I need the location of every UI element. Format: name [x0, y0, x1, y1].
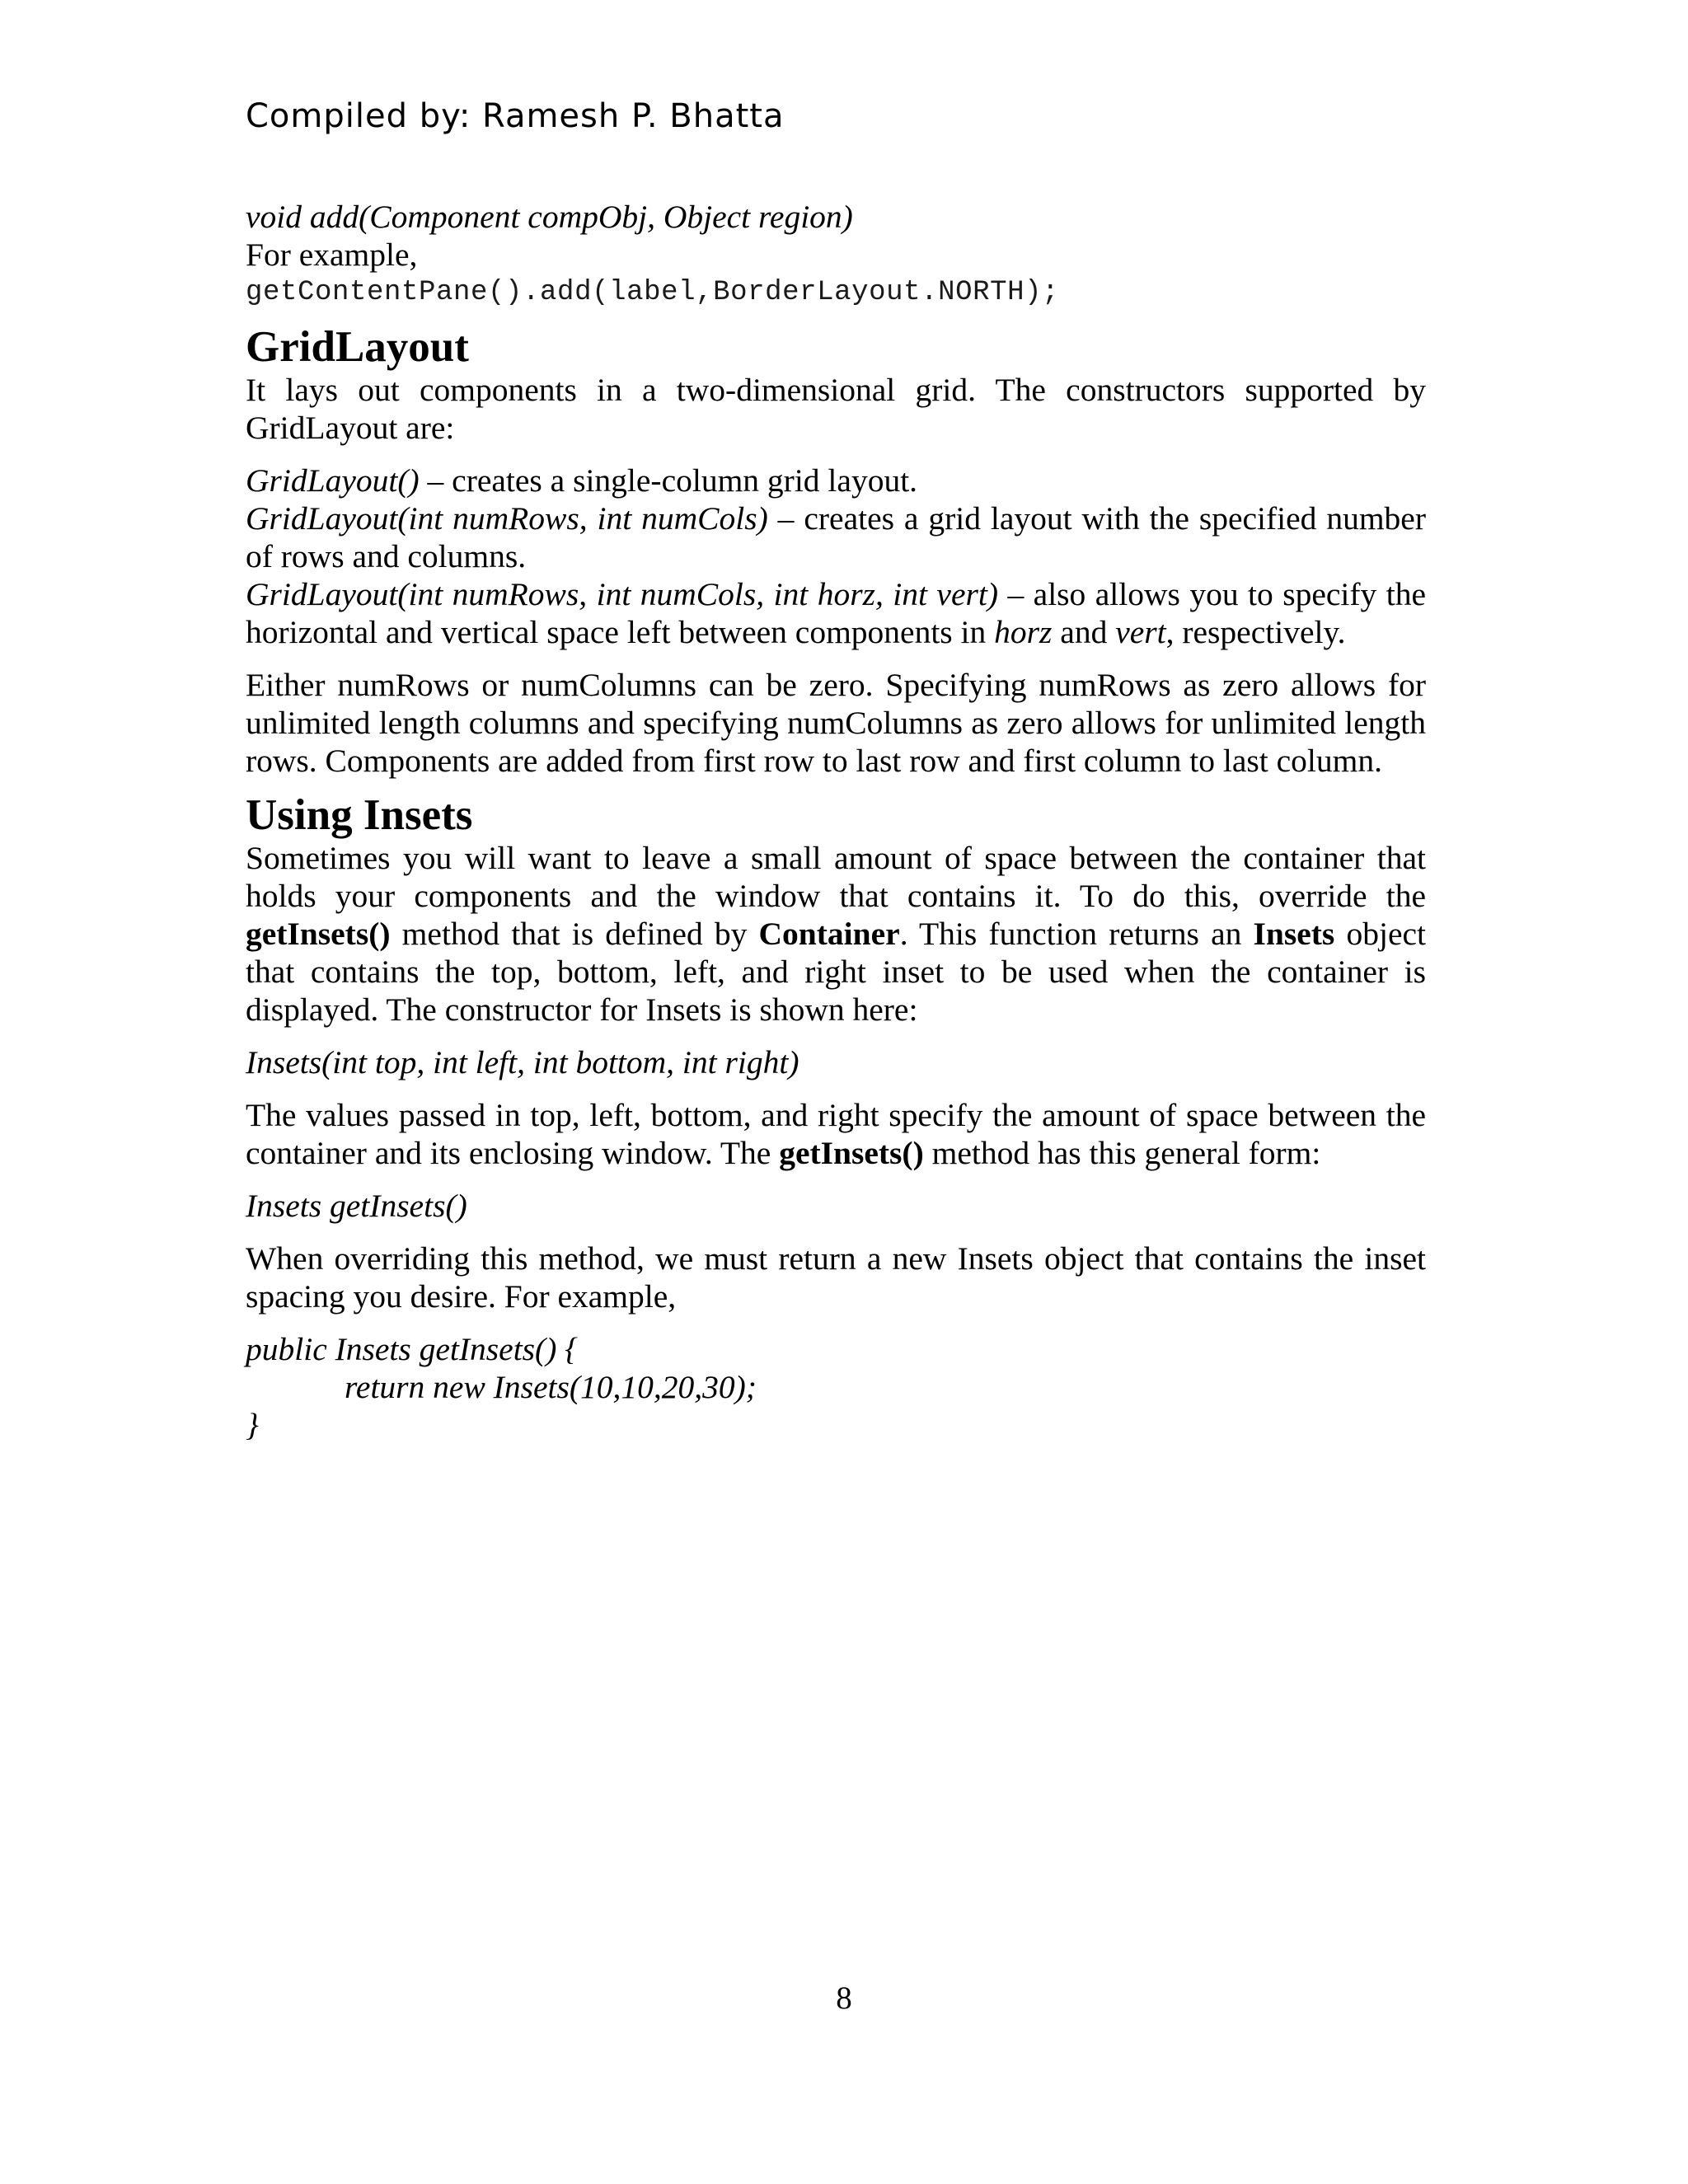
add-method-signature: void add(Component compObj, Object region)	[246, 199, 853, 235]
constructor-signature: GridLayout()	[246, 462, 420, 499]
header-compiled-by: Compiled by: Ramesh P. Bhatta	[246, 97, 785, 135]
text-run: Sometimes you will want to leave a small amount of space between the container that holds your components and the window that contains it. To do this, override the	[246, 840, 1426, 914]
code-example: getContentPane().add(label,BorderLayout.NORTH);	[246, 277, 1060, 308]
and-text: and	[1052, 614, 1116, 650]
getinsets-term: getInsets()	[779, 1135, 924, 1171]
constructor-description: – also allows you to specify the horizontal and vertical space left between components in	[246, 576, 1426, 650]
vert-term: vert	[1115, 614, 1166, 650]
constructor-item	[246, 462, 1426, 499]
text-run: method has this general form:	[923, 1135, 1321, 1171]
insets-constructor-signature: Insets(int top, int left, int bottom, int right)	[246, 1044, 799, 1080]
text-run: . This function returns an	[899, 916, 1254, 952]
code-line: return new Insets(10,10,20,30);	[345, 1369, 757, 1405]
gridlayout-description: It lays out components in a two-dimensional grid. The constructors supported by GridLayout are:	[246, 372, 1426, 446]
gridlayout-note: Either numRows or numColumns can be zero. Specifying numRows as zero allows for unlimited length columns and specifying numColumns as zero allows for unlimited length rows. Components are added from first row to last row and first column to last column.	[246, 667, 1426, 779]
overriding-paragraph: When overriding this method, we must return a new Insets object that contains the inset spacing you desire. For example,	[246, 1240, 1426, 1315]
code-line: }	[246, 1407, 259, 1443]
horz-term: horz	[994, 614, 1053, 650]
heading-using-insets: Using Insets	[246, 791, 473, 839]
constructor-item	[246, 499, 1426, 575]
constructor-description: – creates a single-column grid layout.	[419, 462, 918, 499]
constructor-item	[246, 575, 1426, 651]
constructor-signature: GridLayout(int numRows, int numCols)	[246, 500, 768, 537]
insets-values-paragraph	[246, 1096, 1426, 1172]
code-line: public Insets getInsets() {	[246, 1331, 579, 1367]
getinsets-method-signature: Insets getInsets()	[246, 1188, 467, 1224]
respectively-text: , respectively.	[1165, 614, 1346, 650]
constructor-signature: GridLayout(int numRows, int numCols, int horz, int vert)	[246, 576, 998, 612]
text-run: The values passed in top, left, bottom, and right specify the amount of space between the container and its enclosing window. The	[246, 1097, 1426, 1171]
constructor-description: – creates a grid layout with the specified number of rows and columns.	[246, 500, 1426, 574]
insets-term: Insets	[1253, 916, 1335, 952]
for-example-text: For example,	[246, 237, 418, 273]
text-run: method that is defined by	[390, 916, 759, 952]
text-run: object that contains the top, bottom, left, and right inset to be used when the container is displayed. The constructor for Insets is shown here:	[246, 916, 1426, 1028]
getinsets-term: getInsets()	[246, 916, 391, 952]
insets-paragraph	[246, 839, 1426, 1029]
heading-gridlayout: GridLayout	[246, 323, 469, 371]
page-content	[246, 198, 1426, 1444]
page-number: 8	[836, 1980, 852, 2016]
container-term: Container	[758, 916, 900, 952]
